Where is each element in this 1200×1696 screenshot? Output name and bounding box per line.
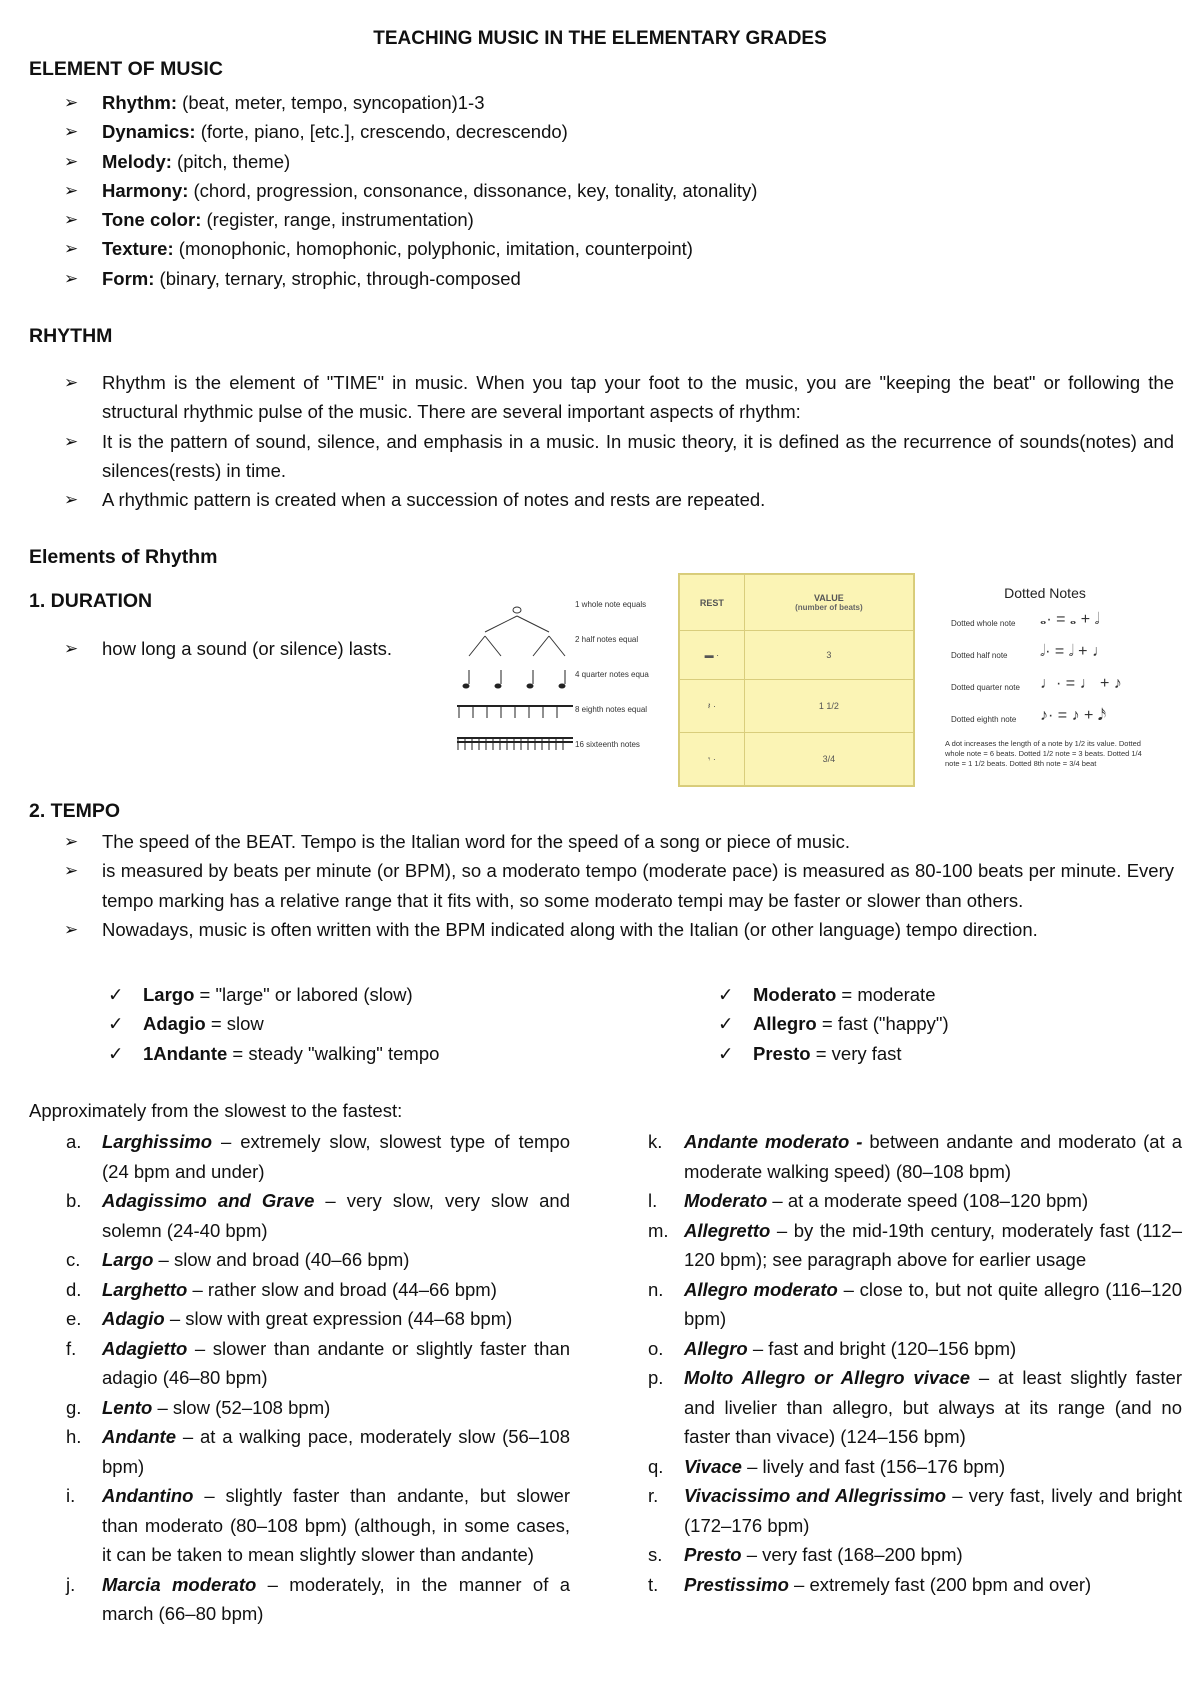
check-item: ✓ Largo = "large" or labored (slow)	[108, 980, 668, 1009]
duration-list	[64, 634, 464, 663]
elements-list	[64, 88, 1164, 293]
rest-symbol	[680, 680, 745, 733]
eighth-note-icon: ♪· = ♪ + 𝅘𝅥𝅯	[1040, 707, 1107, 724]
whole-note-icon: 𝅝· = 𝅝 + 𝅗𝅥	[1040, 611, 1100, 628]
half-note-icon: 𝅗𝅥· = 𝅗𝅥 + ♩	[1040, 643, 1108, 660]
dotted-notes-figure	[945, 585, 1145, 785]
arrow-bullet-icon: ➢	[64, 180, 79, 200]
list-item: ➢ Melody: (pitch, theme)	[64, 147, 1164, 176]
check-item: ✓ 1Andante = steady "walking" tempo	[108, 1039, 668, 1068]
approx-intro: Approximately from the slowest to the fastest:	[29, 1100, 403, 1121]
tempo-checks-left	[108, 980, 668, 1068]
rest-value: 3/4	[744, 733, 913, 786]
arrow-bullet-icon: ➢	[64, 122, 79, 142]
list-item: h. Andante – at a walking pace, moderately slow (56–108 bpm)	[66, 1426, 570, 1477]
dotted-note-row: Dotted half note 𝅗𝅥· = 𝅗𝅥 + ♩	[951, 643, 1108, 660]
arrow-bullet-icon: ➢	[64, 861, 79, 881]
list-item: l. Moderato – at a moderate speed (108–120 bpm)	[648, 1190, 1089, 1211]
rest-value: 3	[744, 631, 913, 680]
list-item: ➢ how long a sound (or silence) lasts.	[64, 634, 464, 663]
rhythm-heading: RHYTHM	[29, 325, 113, 347]
list-item: j. Marcia moderato – moderately, in the manner of a march (66–80 bpm)	[66, 1573, 570, 1624]
rest-header: REST	[680, 575, 745, 631]
arrow-bullet-icon: ➢	[64, 490, 79, 510]
rhythm-list	[64, 368, 1174, 514]
list-item: ➢ It is the pattern of sound, silence, and emphasis in a music. In music theory, it is defined as the recurrence of sounds(notes) and silences(rests) in time.	[64, 427, 1174, 486]
list-item: t. Prestissimo – extremely fast (200 bpm and over)	[648, 1573, 1092, 1595]
note-tree-label: 1 whole note equals	[575, 600, 647, 609]
tempo-checks-right	[718, 980, 1118, 1068]
rest-value: 1 1/2	[744, 680, 913, 733]
elements-heading: ELEMENT OF MUSIC	[29, 58, 223, 80]
list-item: f. Adagietto – slower than andante or slightly faster than adagio (46–80 bpm)	[66, 1337, 570, 1388]
quarter-note-icon: ♩· = ♩ + ♪	[1040, 675, 1122, 692]
arrow-bullet-icon: ➢	[64, 919, 79, 939]
arrow-bullet-icon: ➢	[64, 639, 79, 658]
list-item: r. Vivacissimo and Allegrissimo – very fast, lively and bright (172–176 bpm)	[648, 1485, 1182, 1536]
dotted-whole-rest-icon: ▬ ·	[704, 650, 720, 661]
list-item: k. Andante moderato - between andante and moderato (at a moderate walking speed) (80–108 bpm)	[648, 1131, 1182, 1182]
checkmark-icon: ✓	[108, 984, 124, 1005]
list-item: c. Largo – slow and broad (40–66 bpm)	[66, 1249, 410, 1270]
list-item: q. Vivace – lively and fast (156–176 bpm)	[648, 1455, 1006, 1477]
list-item: m. Allegretto – by the mid-19th century, moderately fast (112–120 bpm); see paragraph above for earlier usage	[648, 1219, 1182, 1270]
arrow-bullet-icon: ➢	[64, 239, 79, 259]
list-item: a. Larghissimo – extremely slow, slowest type of tempo (24 bpm and under)	[66, 1131, 570, 1182]
note-tree-label: 4 quarter notes equa	[575, 670, 649, 679]
check-item: ✓ Presto = very fast	[718, 1039, 1118, 1068]
list-item: ➢ Tone color: (register, range, instrumentation)	[64, 205, 1164, 234]
arrow-bullet-icon: ➢	[64, 210, 79, 230]
list-item: d. Larghetto – rather slow and broad (44–66 bpm)	[66, 1278, 497, 1300]
tempo-list	[64, 827, 1174, 944]
check-item: ✓ Allegro = fast ("happy")	[718, 1009, 1118, 1038]
duration-heading: 1. DURATION	[29, 590, 153, 612]
rest-value-table	[678, 573, 915, 787]
dotted-eighth-rest-icon: 𝄾 ·	[707, 753, 716, 764]
checkmark-icon: ✓	[108, 1042, 124, 1064]
dotted-quarter-rest-icon: 𝄽 ·	[707, 700, 717, 711]
arrow-bullet-icon: ➢	[64, 151, 79, 171]
list-item: ➢ The speed of the BEAT. Tempo is the Italian word for the speed of a song or piece of music.	[64, 827, 1174, 856]
arrow-bullet-icon: ➢	[64, 832, 79, 851]
list-item: ➢ Dynamics: (forte, piano, [etc.], crescendo, decrescendo)	[64, 117, 1164, 146]
dotted-note-row: Dotted whole note 𝅝· = 𝅝 + 𝅗𝅥	[951, 611, 1100, 628]
list-item: ➢ is measured by beats per minute (or BPM), so a moderato tempo (moderate pace) is measured as 80-100 beats per minute. Every tempo marking has a relative range that it fits with, so some moderato tempi may be faster or slower than others.	[64, 856, 1174, 915]
checkmark-icon: ✓	[718, 1042, 734, 1064]
arrow-bullet-icon: ➢	[64, 373, 79, 392]
arrow-bullet-icon: ➢	[64, 268, 79, 288]
list-item: ➢ Nowadays, music is often written with the BPM indicated along with the Italian (or other language) tempo direction.	[64, 915, 1174, 944]
list-item: n. Allegro moderato – close to, but not quite allegro (116–120 bpm)	[648, 1278, 1182, 1329]
list-item: ➢ Texture: (monophonic, homophonic, polyphonic, imitation, counterpoint)	[64, 234, 1164, 263]
value-header: VALUE (number of beats)	[744, 575, 913, 631]
list-item: s. Presto – very fast (168–200 bpm)	[648, 1544, 963, 1565]
list-item: b. Adagissimo and Grave – very slow, very slow and solemn (24-40 bpm)	[66, 1190, 571, 1241]
dotted-note-row: Dotted quarter note ♩· = ♩ + ♪	[951, 675, 1122, 692]
list-item: o. Allegro – fast and bright (120–156 bpm)	[648, 1337, 1017, 1359]
note-tree-label: 2 half notes equal	[575, 635, 639, 644]
list-item: ➢ A rhythmic pattern is created when a succession of notes and rests are repeated.	[64, 485, 1174, 514]
note-tree-label: 16 sixteenth notes	[575, 740, 640, 749]
dotted-note-row: Dotted eighth note ♪· = ♪ + 𝅘𝅥𝅯	[951, 707, 1107, 724]
checkmark-icon: ✓	[108, 1013, 124, 1035]
list-item: i. Andantino – slightly faster than andante, but slower than moderato (80–108 bpm) (although, in some cases, it can be taken to mean slightly slower than andante)	[66, 1485, 570, 1565]
check-item: ✓ Adagio = slow	[108, 1009, 668, 1038]
check-item: ✓ Moderato = moderate	[718, 980, 1118, 1009]
tempo-terms-left	[66, 1127, 570, 1629]
rest-symbol	[680, 733, 745, 786]
list-item: g. Lento – slow (52–108 bpm)	[66, 1396, 331, 1418]
note-tree-labels	[575, 598, 649, 773]
arrow-bullet-icon: ➢	[64, 431, 79, 451]
checkmark-icon: ✓	[718, 1013, 734, 1035]
tempo-heading: 2. TEMPO	[29, 800, 121, 822]
page-title: TEACHING MUSIC IN THE ELEMENTARY GRADES	[373, 28, 827, 49]
dotted-notes-title: Dotted Notes	[1004, 585, 1086, 601]
arrow-bullet-icon: ➢	[64, 93, 79, 112]
elements-of-rhythm-heading: Elements of Rhythm	[29, 546, 218, 568]
dotted-notes-caption: A dot increases the length of a note by 1/2 its value. Dotted whole note = 6 beats. Dotted 1/2 note = 3 beats. Dotted 1/4 note = 1 1/2 beats. Dotted 8th note = 3/4 beat	[945, 739, 1142, 768]
list-item: ➢ Rhythm is the element of "TIME" in music. When you tap your foot to the music, you are "keeping the beat" or following the structural rhythmic pulse of the music. There are several important aspects of rhythm:	[64, 368, 1174, 427]
note-tree-label: 8 eighth notes equal	[575, 705, 648, 714]
list-item: e. Adagio – slow with great expression (44–68 bpm)	[66, 1308, 513, 1329]
list-item: p. Molto Allegro or Allegro vivace – at least slightly faster and livelier than allegro, but always at its range (and no faster than vivace) (124–156 bpm)	[648, 1367, 1182, 1447]
list-item: ➢ Rhythm: (beat, meter, tempo, syncopation)1-3	[64, 88, 1164, 117]
list-item: ➢ Harmony: (chord, progression, consonance, dissonance, key, tonality, atonality)	[64, 176, 1164, 205]
checkmark-icon: ✓	[718, 984, 734, 1005]
tempo-terms-right	[648, 1127, 1182, 1599]
rest-symbol	[680, 631, 745, 680]
list-item: ➢ Form: (binary, ternary, strophic, through-composed	[64, 264, 1164, 293]
